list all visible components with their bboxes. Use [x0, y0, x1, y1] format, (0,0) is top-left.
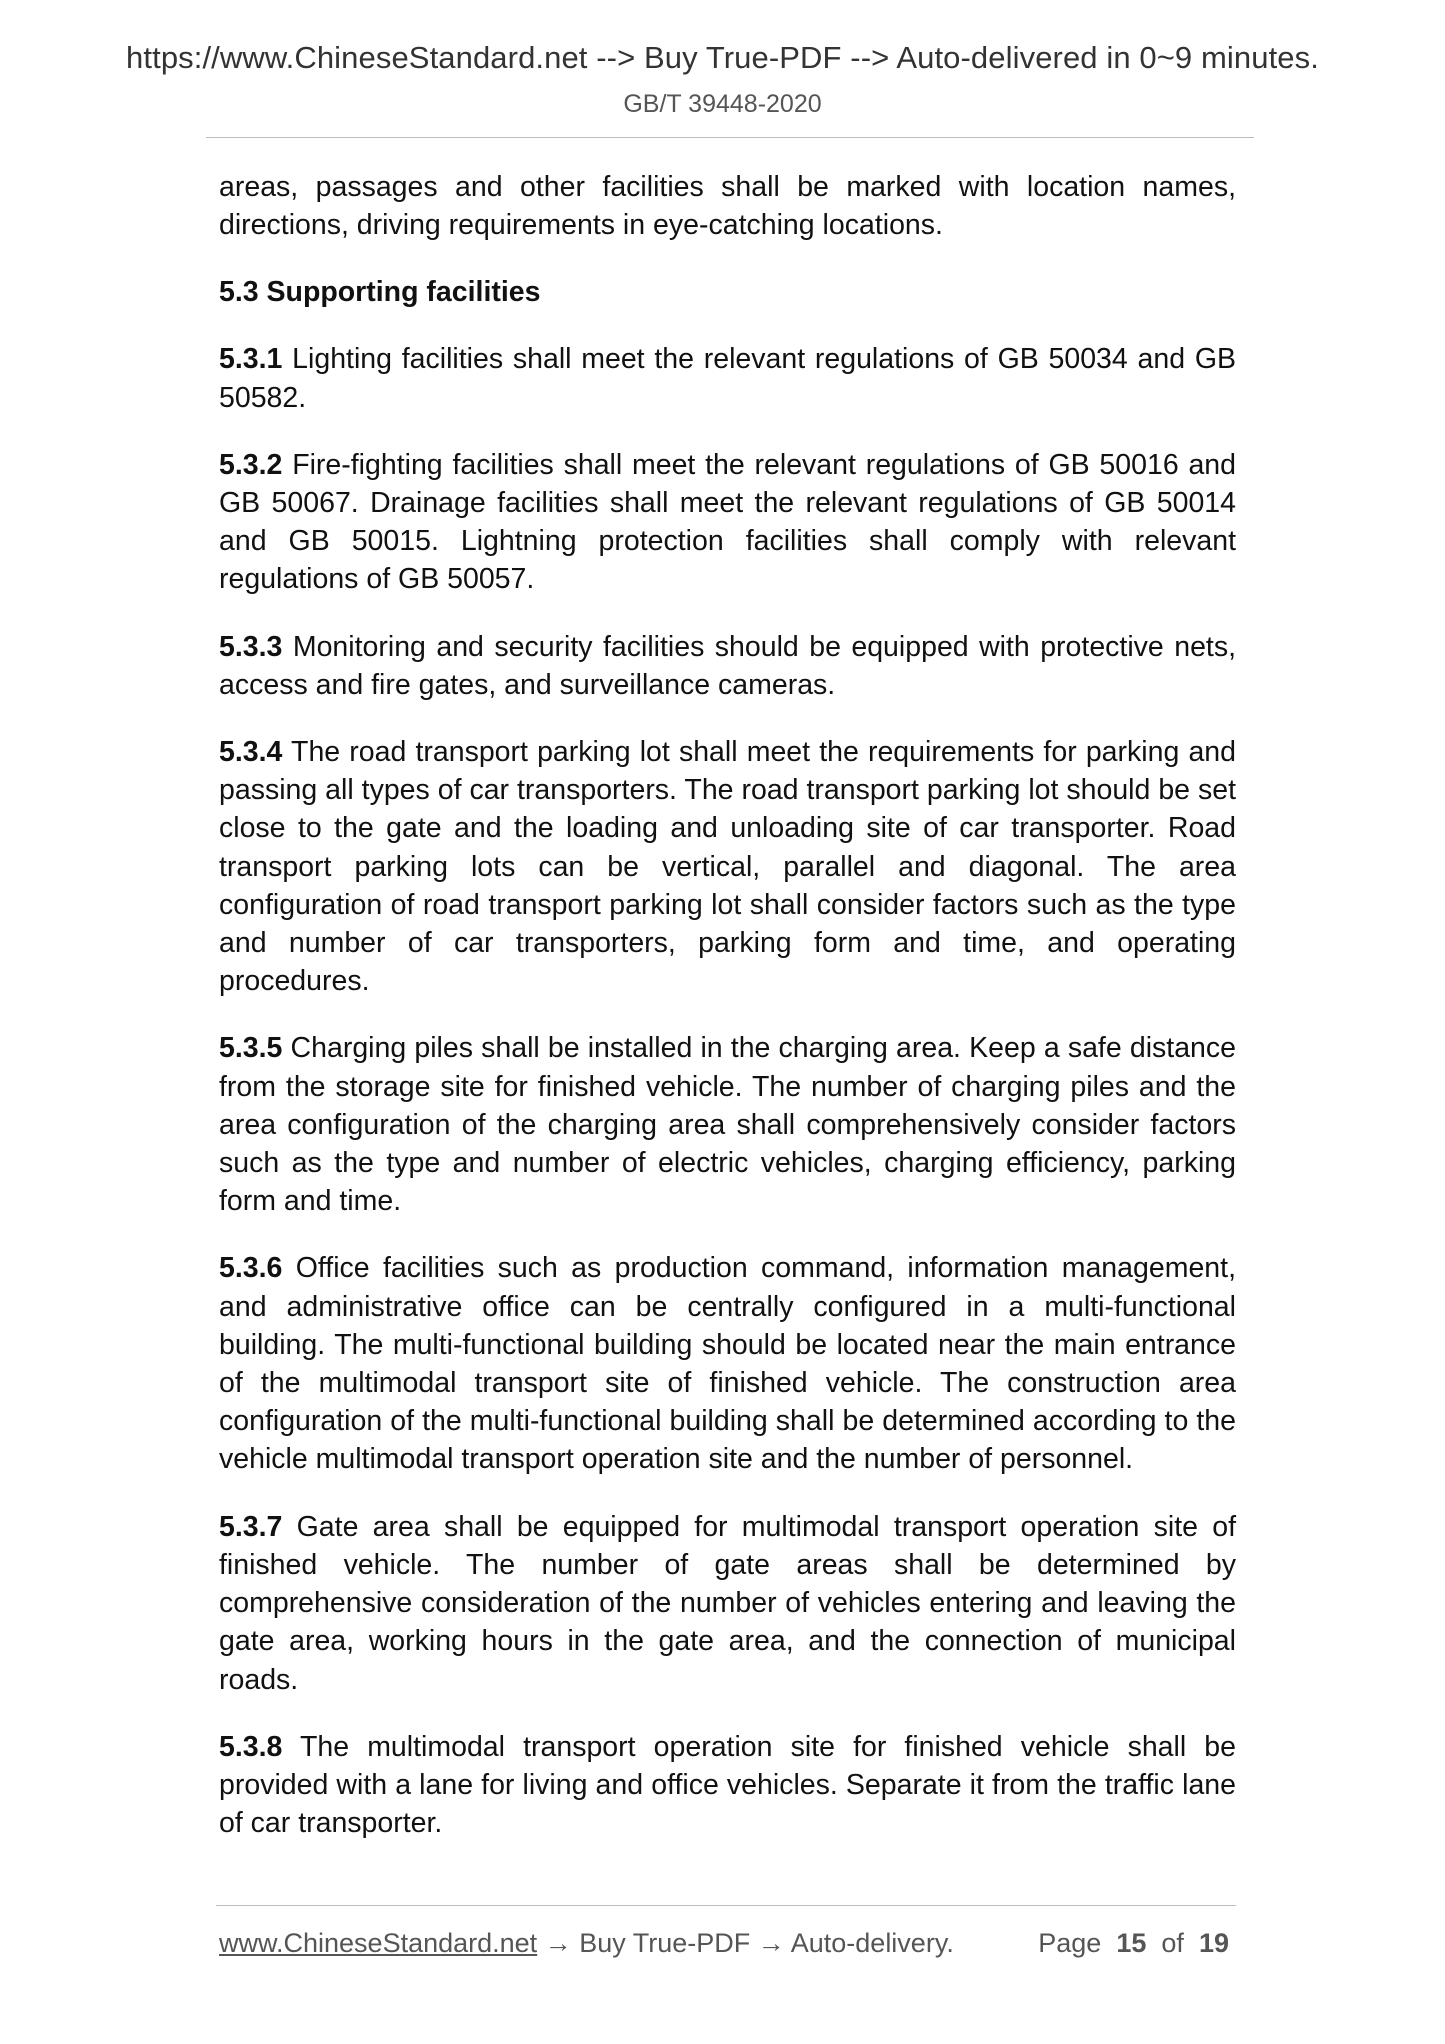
standard-code: GB/T 39448-2020 [623, 90, 822, 118]
website-link[interactable]: www.ChineseStandard.net [219, 1928, 538, 1958]
current-page: 15 [1116, 1928, 1147, 1958]
source-banner: https://www.ChineseStandard.net --> Buy True-PDF --> Auto-delivered in 0~9 minutes. [126, 40, 1319, 75]
section-heading: 5.3 Supporting facilities [219, 276, 541, 309]
clause-number: 5.3.5 [219, 1032, 283, 1065]
clause-text: Fire-fighting facilities shall meet the relevant regulations of GB 50016 and GB 50067. Drainage facilities shall meet the relevant regulations of GB 50014 and GB 50015. Lightning protection facilities shall comply with relevant regulations of GB 50057. [219, 448, 1237, 596]
page-indicator [1038, 1928, 1229, 1959]
clause-5-3-3 [219, 628, 1236, 704]
clause-text: Monitoring and security facilities should be equipped with protective nets, access and fire gates, and surveillance cameras. [219, 630, 1237, 701]
footer-tagline: → Buy True-PDF → Auto-delivery. [537, 1928, 954, 1958]
document-body [219, 168, 1236, 1871]
clause-number: 5.3.4 [219, 736, 283, 769]
clause-5-3-5 [219, 1029, 1236, 1220]
clause-number: 5.3.7 [219, 1510, 283, 1543]
clause-text: Gate area shall be equipped for multimodal transport operation site of finished vehicle. The number of gate areas shall be determined by comprehensive consideration of the number of vehicles entering and leaving the gate area, working hours in the gate area, and the connection of municipal roads. [219, 1510, 1236, 1696]
clause-5-3-1 [219, 340, 1236, 416]
clause-text: The road transport parking lot shall meet the requirements for parking and passing all types of car transporters. The road transport parking lot should be set close to the gate and the loading and unloading site of car transporter. Road transport parking lots can be vertical, parallel and diagonal. The area configuration of road transport parking lot shall consider factors such as the type and number of car transporters, parking form and time, and operating procedures. [219, 736, 1237, 998]
page-label: Page [1038, 1928, 1102, 1958]
footer-source [219, 1928, 954, 1959]
page-footer [219, 1928, 1236, 1964]
continued-paragraph: areas, passages and other facilities shall be marked with location names, directions, driving requirements in eye-catching locations. [219, 171, 1236, 242]
of-label: of [1161, 1928, 1184, 1958]
clause-text: The multimodal transport operation site for finished vehicle shall be provided with a lane for living and office vehicles. Separate it from the traffic lane of car transporter. [219, 1730, 1236, 1840]
clause-text: Lighting facilities shall meet the relevant regulations of GB 50034 and GB 50582. [219, 343, 1236, 414]
clause-number: 5.3.2 [219, 448, 283, 481]
clause-5-3-7 [219, 1508, 1236, 1699]
clause-5-3-6 [219, 1249, 1236, 1478]
clause-number: 5.3.3 [219, 630, 283, 663]
clause-5-3-2 [219, 446, 1236, 599]
footer-divider [216, 1905, 1236, 1906]
clause-5-3-8 [219, 1728, 1236, 1843]
clause-5-3-4 [219, 733, 1236, 1000]
clause-number: 5.3.6 [219, 1252, 283, 1285]
clause-number: 5.3.1 [219, 343, 283, 376]
clause-text: Charging piles shall be installed in the charging area. Keep a safe distance from the storage site for finished vehicle. The number of charging piles and the area configuration of the charging area shall comprehensively consider factors such as the type and number of electric vehicles, charging efficiency, parking form and time. [219, 1032, 1237, 1218]
clause-text: Office facilities such as production command, information management, and administrative office can be centrally configured in a multi-functional building. The multi-functional building should be located near the main entrance of the multimodal transport site of finished vehicle. The construction area configuration of the multi-functional building shall be determined according to the vehicle multimodal transport operation site and the number of personnel. [219, 1252, 1236, 1476]
header-divider [206, 137, 1254, 138]
clause-number: 5.3.8 [219, 1730, 283, 1763]
total-pages: 19 [1198, 1928, 1229, 1958]
